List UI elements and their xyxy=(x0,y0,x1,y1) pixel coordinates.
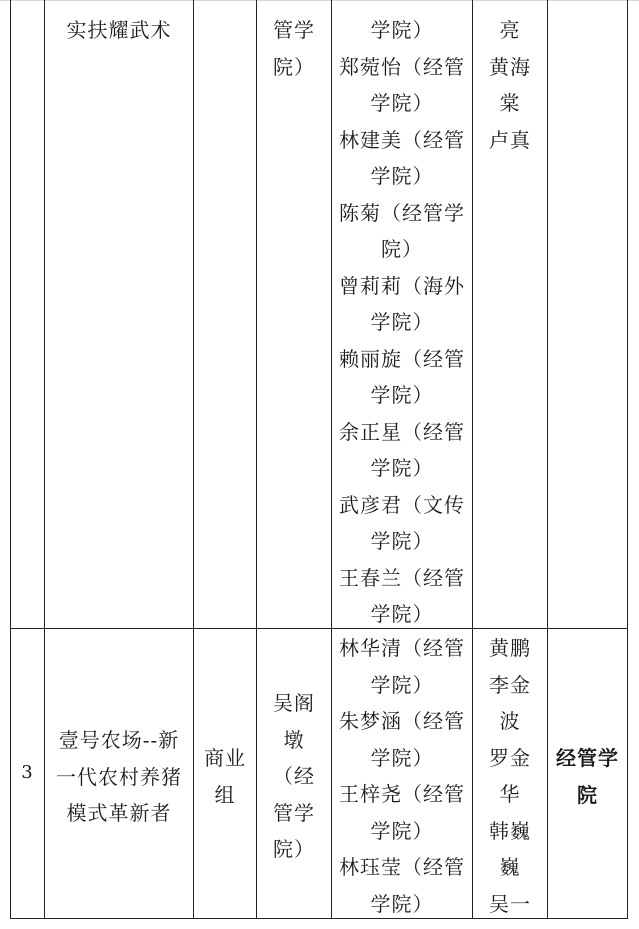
member-line: 林华清（经管 xyxy=(339,636,465,660)
mentor-line: 波 xyxy=(499,709,521,733)
group-line: 商业 xyxy=(204,746,246,770)
member-line: 学院） xyxy=(370,529,434,553)
group-line: 组 xyxy=(214,782,236,807)
mentor-line: 黄鹏 xyxy=(489,636,531,660)
member-line: 学院） xyxy=(370,91,434,115)
project-name-cell xyxy=(45,722,193,832)
member-line: 学院） xyxy=(370,456,434,480)
member-line: 余正星（经管 xyxy=(339,419,465,444)
mentor-line: 卢真 xyxy=(489,127,531,152)
member-line: 朱梦涵（经管 xyxy=(339,709,465,733)
college-line: 经管学 xyxy=(556,746,619,770)
advisor-cell xyxy=(257,685,331,868)
advisor-line: 院） xyxy=(273,837,315,861)
mentor-line: 罗金 xyxy=(489,745,531,770)
mentor-line: 华 xyxy=(499,782,521,806)
mentor-line: 黄海 xyxy=(489,54,531,79)
mentor-line: 李金 xyxy=(489,672,531,697)
row-divider xyxy=(10,628,628,629)
mentor-line: 棠 xyxy=(499,91,521,115)
college-line: 院 xyxy=(577,782,598,807)
group-cell xyxy=(194,740,256,813)
member-line: 学院） xyxy=(370,383,434,407)
member-line: 学院） xyxy=(370,891,434,916)
member-line: 赖丽旋（经管 xyxy=(339,346,465,371)
mentor-line: 吴一 xyxy=(489,891,531,916)
advisor-line: （经 xyxy=(273,764,315,788)
member-line: 学院） xyxy=(370,672,434,697)
member-line: 学院） xyxy=(370,745,434,770)
mentors-cell xyxy=(473,630,547,922)
members-cell xyxy=(332,12,472,633)
member-line: 学院） xyxy=(370,310,434,334)
table-vline xyxy=(627,0,628,919)
mentor-line: 巍 xyxy=(499,855,521,879)
member-line: 曾莉莉（海外 xyxy=(339,273,465,298)
member-line: 王梓尧（经管 xyxy=(339,782,465,806)
member-line: 武彦君（文传 xyxy=(339,492,465,517)
project-name-line: 壹号农场--新 xyxy=(58,728,180,752)
mentor-line: 亮 xyxy=(499,18,521,42)
project-name-line: 一代农村养猪 xyxy=(56,764,182,789)
project-name: 实扶耀武术 xyxy=(66,18,172,42)
advisor-line: 吴阁 xyxy=(273,691,315,715)
advisor-line: 管学 xyxy=(273,800,315,825)
project-name-line: 模式革新者 xyxy=(66,801,172,825)
member-line: 林珏莹（经管 xyxy=(339,855,465,879)
mentors-cell xyxy=(473,12,547,158)
row-number-cell xyxy=(11,755,44,792)
top-border xyxy=(0,0,639,1)
advisor-line: 墩 xyxy=(283,727,305,752)
member-line: 林建美（经管 xyxy=(339,127,465,152)
college-cell xyxy=(548,740,627,813)
member-line: 郑菀怡（经管 xyxy=(339,54,465,79)
member-line: 王春兰（经管 xyxy=(339,565,465,590)
member-line: 学院） xyxy=(370,18,434,42)
member-line: 学院） xyxy=(370,164,434,188)
member-line: 院） xyxy=(381,237,423,261)
member-line: 陈菊（经管学 xyxy=(339,200,465,225)
member-line: 学院） xyxy=(370,818,434,843)
project-name-cell xyxy=(45,12,193,49)
members-cell xyxy=(332,630,472,922)
advisor-line: 院） xyxy=(273,54,315,79)
advisor-cell xyxy=(257,12,331,85)
member-line: 学院） xyxy=(370,602,434,626)
row-number: 3 xyxy=(21,762,34,783)
mentor-line: 韩巍 xyxy=(489,818,531,843)
advisor-line: 管学 xyxy=(273,18,315,42)
